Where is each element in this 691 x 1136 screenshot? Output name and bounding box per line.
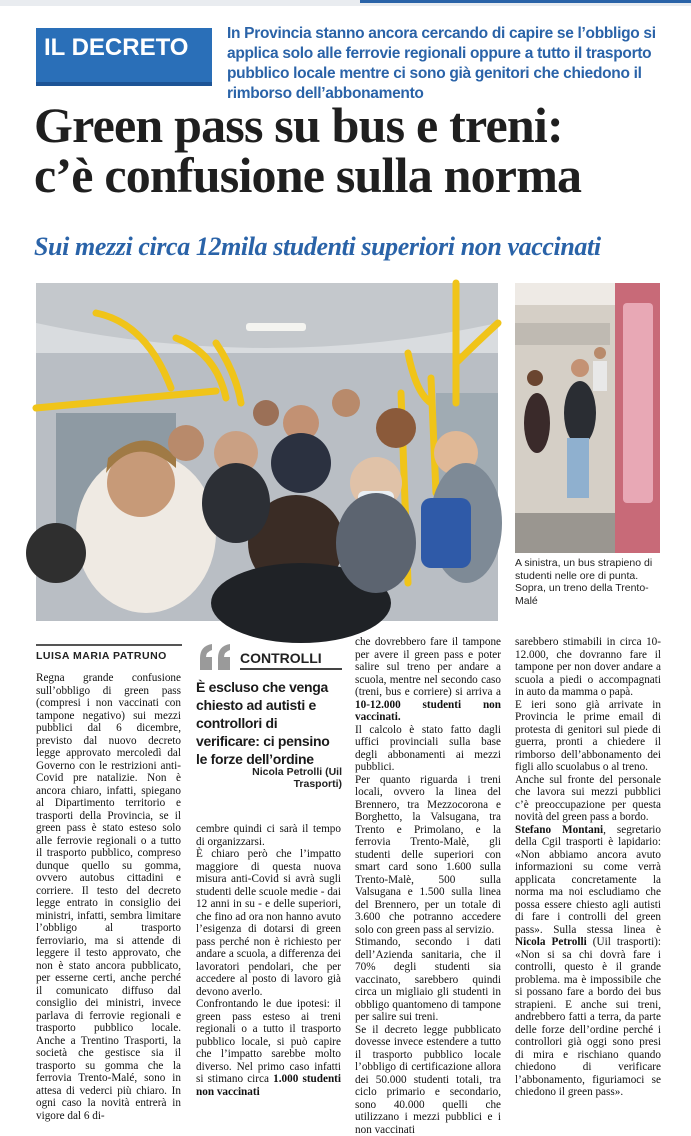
article-column-3 [355,636,501,1136]
section-tag-underline [36,82,212,86]
section-tag [36,28,212,86]
top-accent-bar [360,0,691,3]
bus-photo [36,283,498,621]
column-2-paragraph-3 [196,998,341,1098]
byline: LUISA MARIA PATRUNO [36,650,182,662]
column-4-paragraph-4-end: (Uil trasporti): «Non si sa chi dovrà fare i controlli, questo è il grande problema. ma è impossibile che si possano fare a bordo dei bus strapieni. E anche sui treni, andrebbero fatti a terra, da parte delle forze dell’ordine perché i controllori già oggi sono presi di mira e rischiano quando chiedono di verificare l’abbonamento, figuriamoci se chiedono il green pass». [515,936,661,1098]
subhead: Sui mezzi circa 12mila studenti superiori non vaccinati [34,232,674,262]
column-2-paragraph-1: cembre quindi ci sarà il tempo di organizzarsi. [196,823,341,848]
pull-quote: È escluso che venga chiesto ad autisti e controllori di verificare: ci pensino le forze dell’ordine [196,678,342,768]
article-column-4 [515,636,661,1099]
section-tag-label: IL DECRETO [44,34,188,62]
column-2-paragraph-3-text: Confrontando le due ipotesi: il green pass esteso ai treni regionali o a tutto il trasporto pubblico locale, si può capire che l’impatto sarebbe molto diverso. Nel primo caso infatti si stimano circa [196,998,341,1085]
column-3-paragraph-5: Se il decreto legge pubblicato dovesse invece estendere a tutto il trasporto pubblico locale l’obbligo di certificazione allora dei 50.000 studenti totali, tra ciclo primario e secondario, sono 40.000 quelli che utilizzano i mezzi pubblici e i non vaccinati [355,1024,501,1136]
train-photo-illustration [515,283,660,553]
photo-caption: A sinistra, un bus strapieno di studenti nelle ore di punta. Sopra, un treno della Trento-Malé [515,557,665,607]
kicker-text: In Provincia stanno ancora cercando di capire se l’obbligo si applica solo alle ferrovie regionali oppure a tutto il trasporto pubblico locale mentre ci sono già genitori che chiedono il rimborso dell’abbonamento [227,24,667,104]
column-3-paragraph-1-bold: 10-12.000 studenti non vaccinati [355,699,501,724]
article-column-2 [196,823,341,1098]
column-4-name-petrolli: Nicola Petrolli [515,936,587,948]
column-3-paragraph-1 [355,636,501,724]
column-2-paragraph-2: È chiaro però che l’impatto maggiore di questa nuova misura anti-Covid si avrà sugli studenti delle scuole medie - dai 12 anni in su - e delle superiori, che fino ad ora non hanno avuto l’esigenza di dotarsi di green pass perché non è richiesto per andare a scuola, a differenza dei lavoratori pendolari, che per accedere al posto di lavoro già devono averlo. [196,848,341,998]
pull-quote-author: Nicola Petrolli (Uil Trasporti) [210,766,342,790]
column-3-paragraph-4: Stimando, secondo i dati dell’Azienda sanitaria, che il 70% degli studenti sia vaccinato, sarebbero quindi circa un migliaio gli studenti in obbligo quantomeno di tampone per salire sui treni. [355,936,501,1024]
column-4-paragraph-2: E ieri sono già arrivate in Provincia le prime email di protesta di genitori sul piede di guerra, pronti a chiedere il rimborso dell’abbonamento dei figli allo scuolabus o al treno. [515,699,661,774]
column-3-paragraph-1-text: che dovrebbero fare il tampone per avere il green pass e poter salire sul treno per andare a scuola, mentre nel secondo caso (treni, bus e corriere) si arriva a [355,636,501,698]
top-rule [0,0,691,6]
headline-line-1: Green pass su bus e treni: [34,100,664,150]
column-3-paragraph-1-end: . [398,711,401,723]
column-1-paragraph: Regna grande confusione sull’obbligo di green pass (compresi i non vaccinati con tampone negativo) sui mezzi pubblici dal 6 dicembre, previsto dal nuovo decreto legge approvato mercoledì dal Governo con le restrizioni anti-Covid pre natalizie. Non è ancora chiaro, infatti, spiegano al Dipartimento territorio e trasporti della Provincia, se il green pass è stato esteso solo alle ferrovie regionali o a tutto il trasporto pubblico, compreso dunque quello su gomma, ovvero autobus cittadini e corriere. Il testo del decreto legge entrato in consiglio dei ministri, infatti, sembra limitare l’obbligo al trasporto ferroviario, ma si attende di leggere il testo approvato, che non è stato ancora pubblicato, per esserne certi, anche perché il comunicato diffuso dal consiglio dei ministri, invece parlava di ferrovie regionali e trasporto pubblico locale. Anche a Trentino Trasporti, la società che gestisce sia il trasporto su gomma che la ferrovia Trento-Malé, sono in attesa di vederci più chiaro. In ogni caso la novità entrerà in vigore dal 6 di- [36,672,181,1122]
box-label: CONTROLLI [240,650,322,666]
column-3-paragraph-2: Il calcolo è stato fatto dagli uffici provinciali sulla base degli abbonamenti ai mezzi pubblici. [355,724,501,774]
column-4-name-montani: Stefano Montani [515,824,603,836]
column-2-paragraph-3-bold: 1.000 studenti non vaccinati [196,1073,341,1098]
column-4-paragraph-1: sarebbero stimabili in circa 10-12.000, che dovranno fare il tampone per non dover andare a scuola a piedi o accompagnati in auto da mamma o papà. [515,636,661,699]
column-4-paragraph-3: Anche sul fronte del personale che lavora sui mezzi pubblici c’è preoccupazione per questa novità del green pass a bordo. [515,774,661,824]
bus-photo-illustration [36,283,498,621]
headline [34,100,664,200]
column-4-paragraph-4 [515,824,661,1099]
article-column-1 [36,672,181,1122]
quote-mark-icon [196,644,236,670]
train-photo [515,283,660,553]
box-rule [240,668,342,670]
column-3-paragraph-3: Per quanto riguarda i treni locali, ovvero la linea del Brennero, tra Mezzocorona e Borghetto, la Valsugana, tra Trento e Primolano, e la ferrovia Trento-Malè, gli studenti delle superiori con smart card sono 1.600 sulla Trento-Malè, 500 sulla Valsugana e 1.500 sulla linea del Brennero, per un totale di 3.600 che potranno accedere solo con green pass al servizio. [355,774,501,937]
byline-rule [36,644,182,646]
column-4-paragraph-4-text: , segretario della Cgil trasporti è lapidario: «Non abbiamo ancora avuto informazioni su come verrà applicata concretamente la norma ma noi escludiamo che possa essere chiesto agli autisti di fare i controlli del green pass». Sulla stessa linea è [515,824,661,936]
headline-line-2: c’è confusione sulla norma [34,150,664,200]
